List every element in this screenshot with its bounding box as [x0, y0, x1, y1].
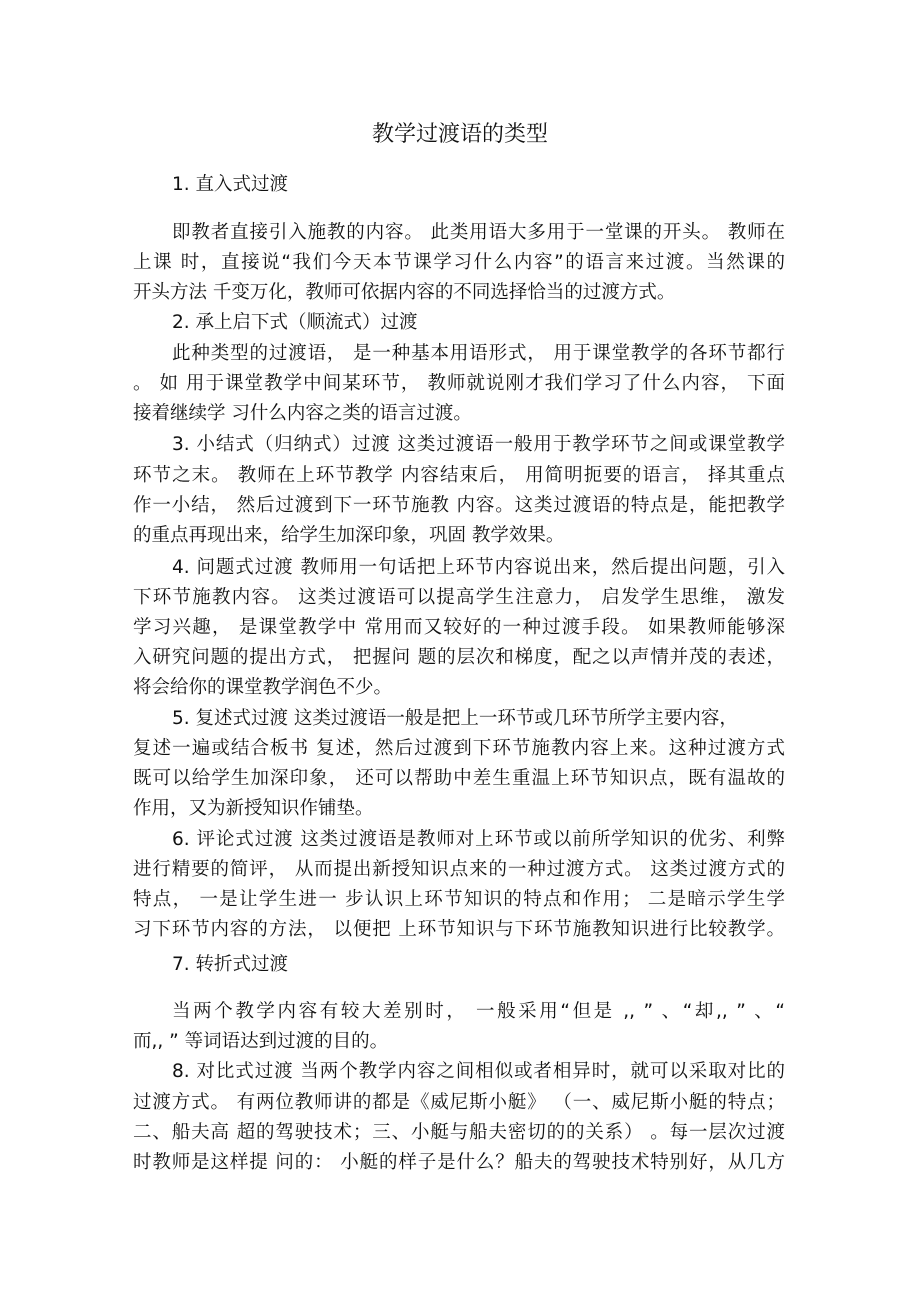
text-line: 当两个教学内容有较大差别时， 一般采用“但是 ,, ” 、“却,, ” 、“ [172, 1001, 785, 1022]
section-heading: 2. 承上启下式（顺流式）过渡 [172, 312, 418, 333]
text-line: 3. 小结式（归纳式）过渡 这类过渡语一般用于教学环节之间或课堂教学 [172, 434, 785, 455]
text-line: 8. 对比式过渡 当两个教学内容之间相似或者相异时，就可以采取对比的 [172, 1061, 785, 1082]
text-line: 入研究问题的提出方式， 把握问 题的层次和梯度，配之以声情并茂的表述， [133, 647, 785, 668]
text-line: 而,, ” 等词语达到过渡的目的。 [133, 1031, 389, 1052]
text-line: 。 如 用于课堂教学中间某环节， 教师就说刚才我们学习了什么内容， 下面 [133, 373, 785, 394]
text-line: 过渡方式。 有两位教师讲的都是《威尼斯小艇》 （一、威尼斯小艇的特点； [133, 1092, 785, 1113]
text-line: 5. 复述式过渡 这类过渡语一般是把上一环节或几环节所学主要内容， [172, 708, 738, 729]
text-line: 时教师是这样提 问的： 小艇的样子是什么？船夫的驾驶技术特别好，从几方 [133, 1152, 785, 1173]
text-line: 开头方法 千变万化，教师可依据内容的不同选择恰当的过渡方式。 [133, 282, 676, 303]
text-line: 下环节施教内容。 这类过渡语可以提高学生注意力， 启发学生思维， 激发 [133, 587, 785, 608]
section-heading: 7. 转折式过渡 [172, 954, 289, 975]
text-line: 4. 问题式过渡 教师用一句话把上环节内容说出来，然后提出问题，引入 [172, 557, 785, 578]
text-line: 特点， 一是让学生进一 步认识上环节知识的特点和作用； 二是暗示学生学 [133, 889, 785, 910]
text-line: 将会给你的课堂教学润色不少。 [133, 677, 393, 698]
text-line: 学习兴趣， 是课堂教学中 常用而又较好的一种过渡手段。 如果教师能够深 [133, 617, 785, 638]
text-line: 复述一遍或结合板书 复述，然后过渡到下环节施教内容上来。这种过渡方式 [133, 738, 785, 759]
text-line: 习下环节内容的方法， 以便把 上环节知识与下环节施教知识进行比较教学。 [133, 919, 785, 940]
page-title: 教学过渡语的类型 [371, 122, 548, 147]
text-line: 二、船夫高 超的驾驶技术；三、小艇与船夫密切的的关系） 。每一层次过渡 [133, 1122, 785, 1143]
section-heading: 1. 直入式过渡 [172, 174, 289, 195]
text-line: 上课 时，直接说“我们今天本节课学习什么内容”的语言来过渡。当然课的 [133, 252, 785, 273]
text-line: 环节之末。 教师在上环节教学 内容结束后， 用简明扼要的语言， 择其重点 [133, 465, 785, 486]
text-line: 此种类型的过渡语， 是一种基本用语形式， 用于课堂教学的各环节都行 [172, 343, 785, 364]
text-line: 即教者直接引入施教的内容。 此类用语大多用于一堂课的开头。 教师在 [172, 222, 785, 243]
text-line: 既可以给学生加深印象， 还可以帮助中差生重温上环节知识点，既有温故的 [133, 768, 785, 789]
text-line: 的重点再现出来，给学生加深印象，巩固 教学效果。 [133, 525, 565, 546]
text-line: 作用，又为新授知识作铺垫。 [133, 798, 374, 819]
text-line: 接着继续学 习什么内容之类的语言过渡。 [133, 403, 472, 424]
text-line: 作一小结， 然后过渡到下一环节施教 内容。这类过渡语的特点是，能把教学 [133, 495, 785, 516]
text-line: 6. 评论式过渡 这类过渡语是教师对上环节或以前所学知识的优劣、利弊 [172, 829, 785, 850]
text-line: 进行精要的简评， 从而提出新授知识点来的一种过渡方式。 这类过渡方式的 [133, 859, 785, 880]
